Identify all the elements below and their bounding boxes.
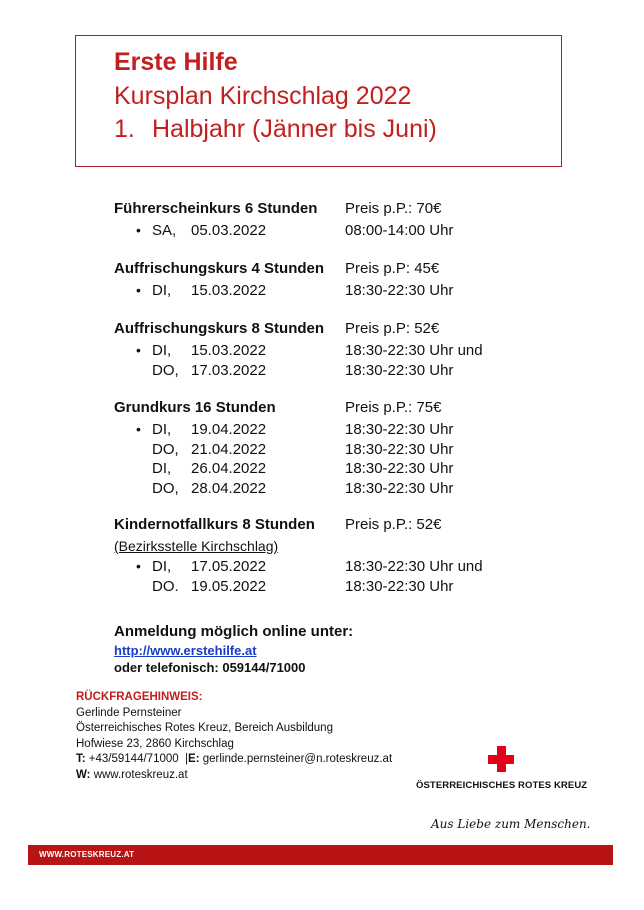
course-name: Grundkurs 16 Stunden	[114, 399, 276, 416]
session-day: DO,	[152, 440, 179, 458]
red-cross-icon	[488, 746, 514, 772]
phone-label: T:	[76, 753, 86, 766]
course-price: Preis p.P.: 52€	[345, 516, 442, 533]
session-row	[114, 342, 534, 362]
period-heading	[114, 115, 437, 144]
registration-block	[114, 623, 353, 678]
contact-web[interactable]: www.roteskreuz.at	[93, 768, 188, 781]
course-price: Preis p.P: 52€	[345, 320, 440, 337]
course-name: Führerscheinkurs 6 Stunden	[114, 200, 318, 217]
page-subtitle: Kursplan Kirchschlag 2022	[114, 82, 412, 110]
contact-email[interactable]: gerlinde.pernsteiner@n.roteskreuz.at	[202, 753, 393, 766]
session-row	[114, 558, 534, 578]
session-date: 19.05.2022	[191, 577, 267, 595]
footer-url[interactable]: WWW.ROTESKREUZ.AT	[39, 850, 135, 859]
bullet-icon: •	[136, 558, 141, 574]
session-time: 18:30-22:30 Uhr	[345, 421, 454, 438]
session-day: DO,	[152, 479, 179, 497]
course-location: (Bezirksstelle Kirchschlag)	[114, 538, 279, 554]
session-day: DI,	[152, 460, 172, 477]
session-day: DI,	[152, 342, 172, 359]
session-time: 18:30-22:30 Uhr	[345, 282, 454, 299]
session-row	[114, 421, 534, 441]
session-time: 18:30-22:30 Uhr	[345, 440, 454, 458]
footer-bar	[28, 845, 613, 865]
session-date: 21.04.2022	[191, 440, 267, 458]
course-name: Kindernotfallkurs 8 Stunden	[114, 516, 315, 533]
session-date: 05.03.2022	[191, 222, 267, 239]
red-cross-logo	[414, 746, 589, 796]
session-day: DI,	[152, 282, 172, 299]
page-title: Erste Hilfe	[114, 48, 238, 76]
course-price: Preis p.P: 45€	[345, 260, 440, 277]
contact-name: Gerlinde Pernsteiner	[76, 706, 182, 719]
session-time: 18:30-22:30 Uhr	[345, 361, 454, 379]
contact-block	[76, 690, 392, 784]
period-text: Halbjahr (Jänner bis Juni)	[152, 115, 437, 143]
session-time: 18:30-22:30 Uhr und	[345, 342, 483, 359]
session-day: DO,	[152, 361, 179, 379]
course-block	[114, 399, 534, 499]
session-date: 26.04.2022	[191, 460, 267, 477]
contact-phone-email	[76, 752, 392, 768]
session-row	[114, 578, 534, 598]
session-time: 18:30-22:30 Uhr	[345, 577, 454, 595]
contact-org: Österreichisches Rotes Kreuz, Bereich Ausbildung	[76, 722, 333, 735]
session-date: 17.05.2022	[191, 558, 267, 575]
session-date: 15.03.2022	[191, 342, 267, 359]
session-date: 17.03.2022	[191, 361, 267, 379]
session-row	[114, 362, 534, 382]
registration-phone: oder telefonisch: 059144/71000	[114, 660, 306, 675]
session-date: 19.04.2022	[191, 421, 267, 438]
registration-heading: Anmeldung möglich online unter:	[114, 623, 354, 640]
course-block	[114, 320, 534, 381]
session-time: 18:30-22:30 Uhr	[345, 479, 454, 497]
session-row	[114, 460, 534, 480]
session-row	[114, 480, 534, 500]
session-date: 28.04.2022	[191, 479, 267, 497]
session-row	[114, 441, 534, 461]
session-row	[114, 222, 534, 242]
session-row	[114, 282, 534, 302]
bullet-icon: •	[136, 421, 141, 437]
contact-separator: |	[185, 753, 189, 766]
session-day: DO.	[152, 577, 179, 595]
registration-link[interactable]: http://www.erstehilfe.at	[114, 643, 257, 658]
session-time: 08:00-14:00 Uhr	[345, 222, 454, 239]
session-time: 18:30-22:30 Uhr und	[345, 558, 483, 575]
session-time: 18:30-22:30 Uhr	[345, 460, 454, 477]
contact-phone: +43/59144/71000	[88, 753, 179, 766]
course-block	[114, 200, 534, 242]
bullet-icon: •	[136, 222, 141, 238]
logo-text: ÖSTERREICHISCHES ROTES KREUZ	[416, 780, 588, 791]
course-price: Preis p.P.: 75€	[345, 399, 442, 416]
session-date: 15.03.2022	[191, 282, 267, 299]
course-block	[114, 260, 534, 302]
contact-web-row	[76, 768, 392, 784]
title-box	[75, 35, 562, 167]
contact-address: Hofwiese 23, 2860 Kirchschlag	[76, 737, 234, 750]
web-label: W:	[76, 768, 91, 781]
bullet-icon: •	[136, 282, 141, 298]
email-label: E:	[188, 753, 200, 766]
slogan: Aus Liebe zum Menschen.	[431, 817, 591, 831]
course-price: Preis p.P.: 70€	[345, 200, 442, 217]
bullet-icon: •	[136, 342, 141, 358]
course-name: Auffrischungskurs 8 Stunden	[114, 320, 325, 337]
course-name: Auffrischungskurs 4 Stunden	[114, 260, 325, 277]
period-number: 1.	[114, 115, 135, 143]
session-day: DI,	[152, 421, 172, 438]
course-block	[114, 516, 534, 597]
contact-heading: RÜCKFRAGEHINWEIS:	[76, 691, 203, 703]
session-day: DI,	[152, 558, 172, 575]
session-day: SA,	[152, 222, 177, 239]
